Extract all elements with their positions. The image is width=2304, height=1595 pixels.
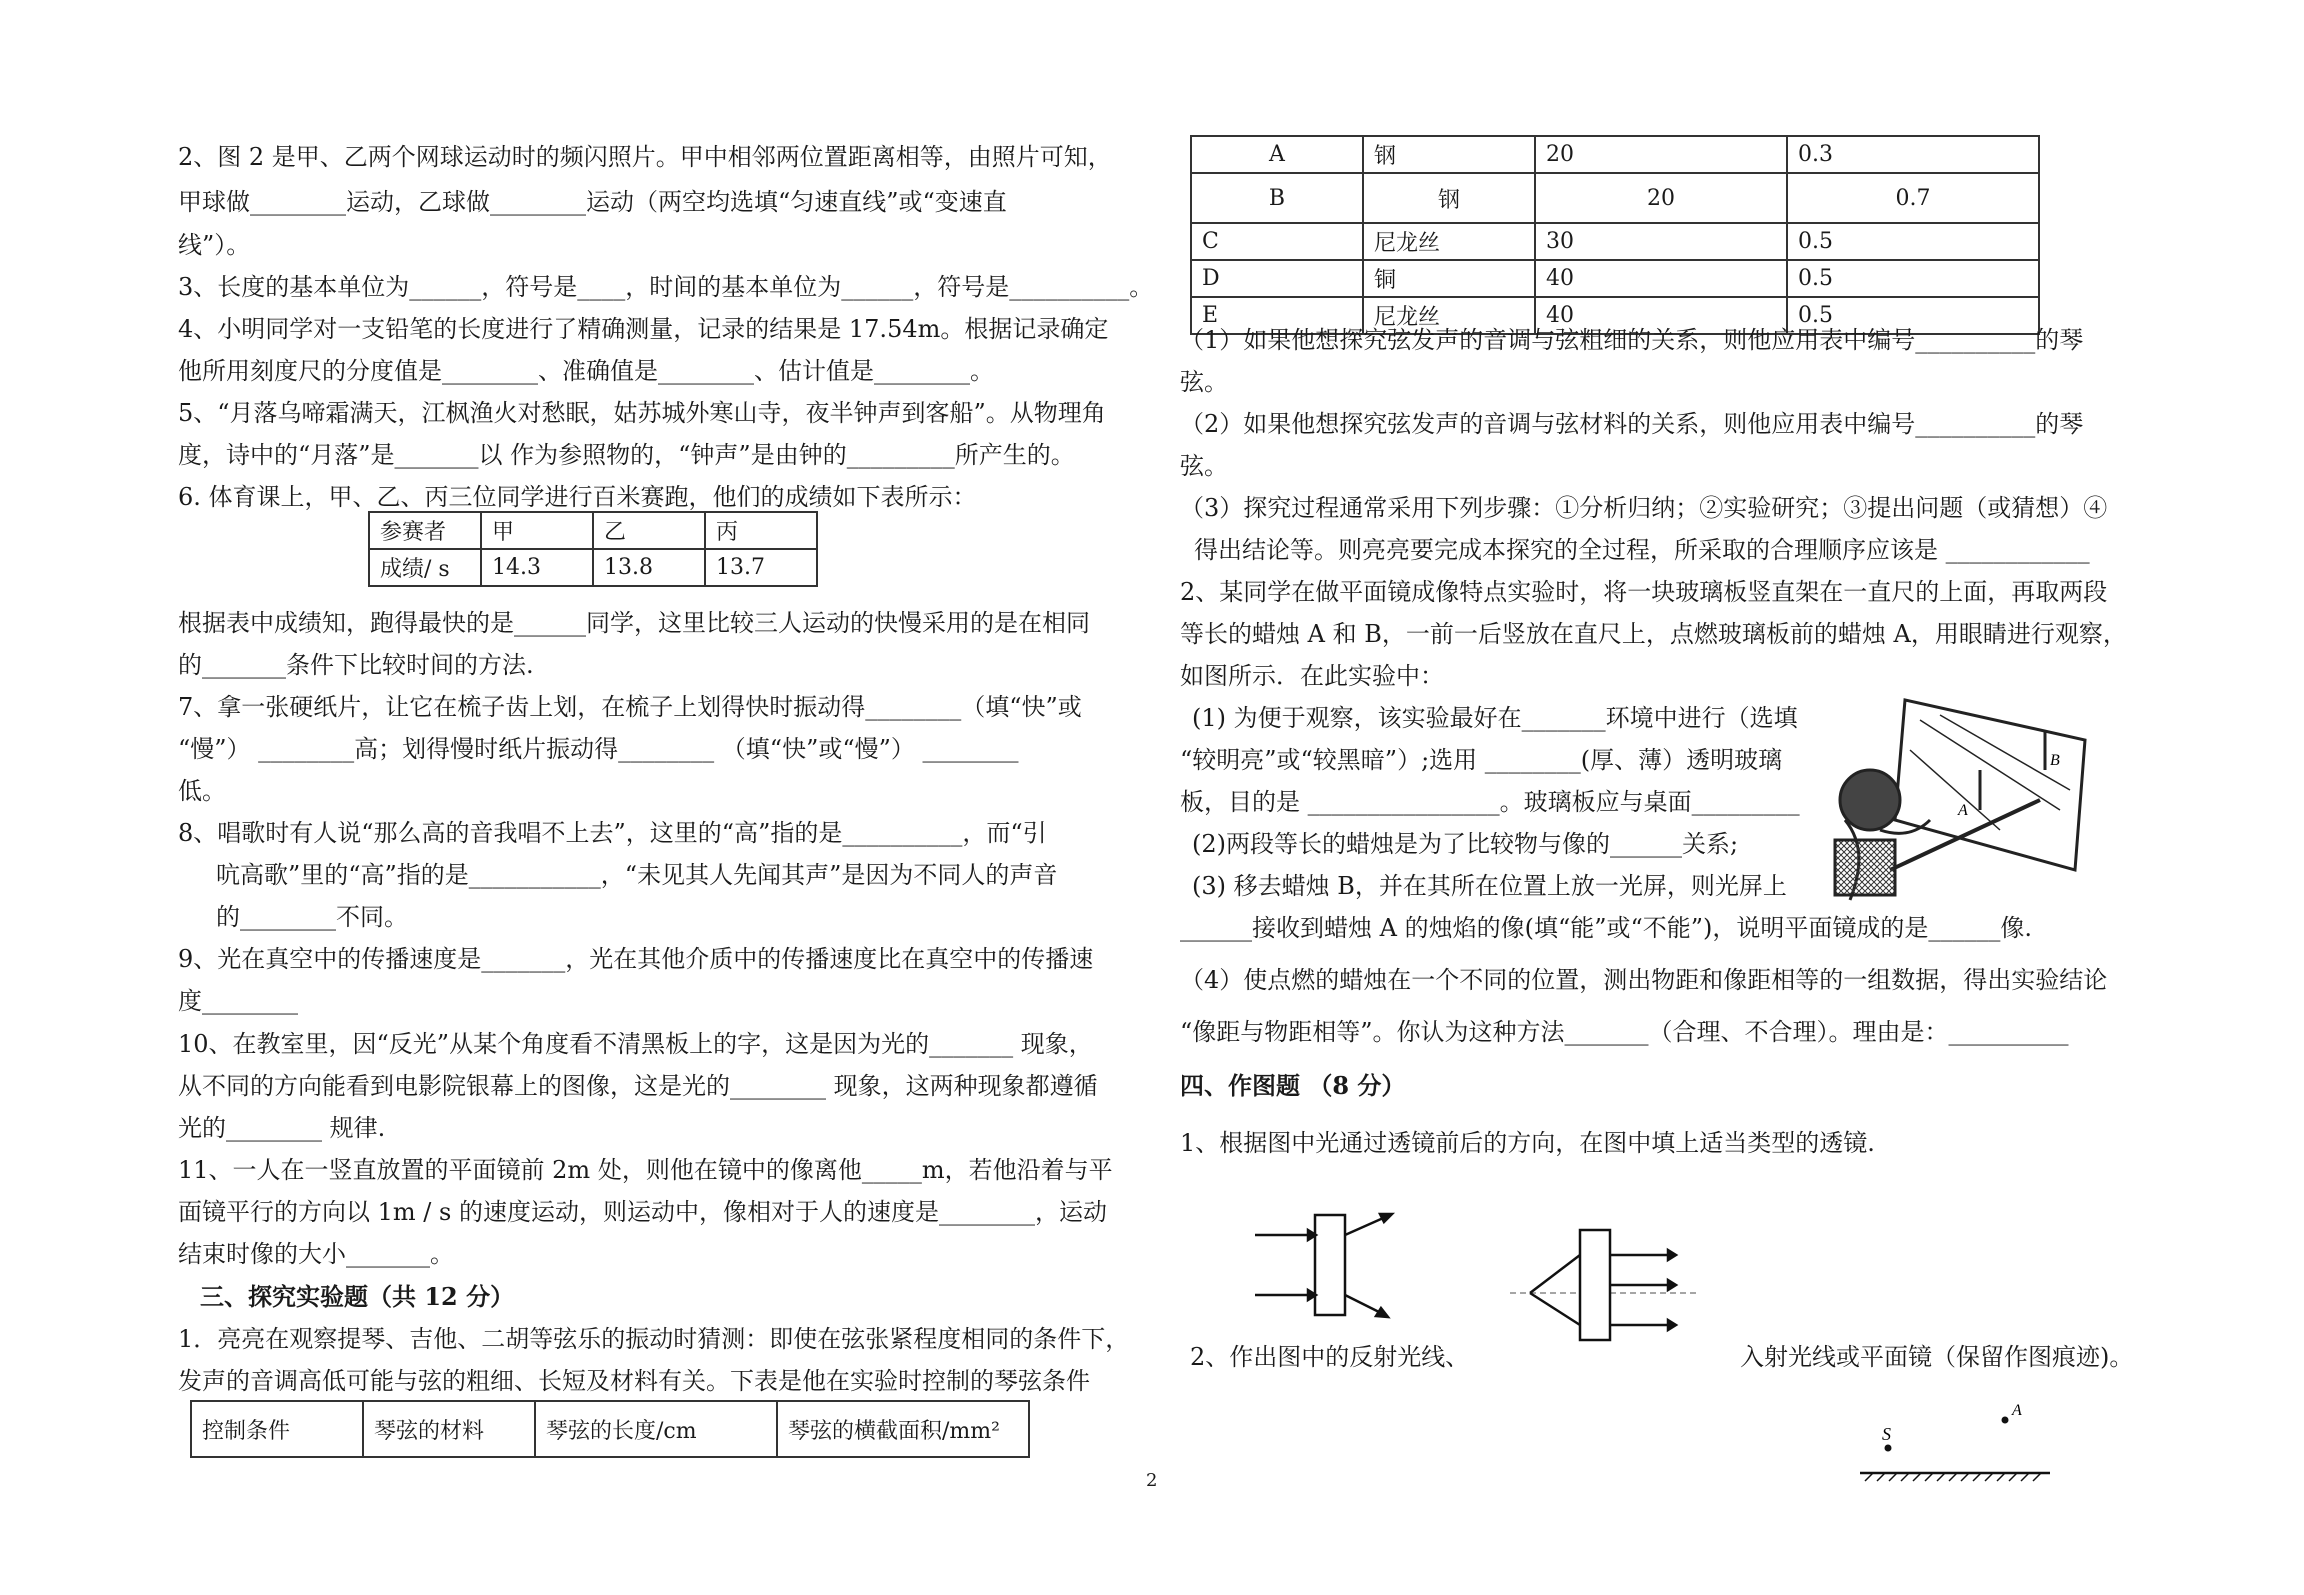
- q7-line3: 低。: [178, 777, 226, 805]
- section-three-heading: 三、探究实验题（共 12 分）: [200, 1282, 515, 1311]
- string-row: [1191, 173, 2039, 223]
- string-cell: D: [1191, 260, 1363, 297]
- draw2-line-end: 入射光线或平面镜（保留作图痕迹)。: [1740, 1343, 2134, 1371]
- point-a: [2002, 1417, 2009, 1424]
- string-cell: 铜: [1363, 260, 1535, 297]
- exp1-line2: 发声的音调高低可能与弦的粗细、长短及材料有关。下表是他在实验时控制的琴弦条件: [178, 1367, 1090, 1395]
- string-cell: 钢: [1363, 173, 1535, 223]
- score-table-header-row: [369, 512, 817, 549]
- candle-b-label: B: [2050, 752, 2060, 769]
- lens-box-1: [1315, 1215, 1345, 1315]
- score-header-cell: 参赛者: [369, 512, 481, 549]
- string-cell: 40: [1535, 297, 1787, 334]
- exp2-q4-line1: （4）使点燃的蜡烛在一个不同的位置，测出物距和像距相等的一组数据，得出实验结论: [1180, 966, 2108, 994]
- string-header-cell: 琴弦的横截面积/mm²: [777, 1401, 1029, 1457]
- score-cell: 成绩/ s: [369, 549, 481, 586]
- score-table: [368, 511, 818, 587]
- string-cell: A: [1191, 136, 1363, 173]
- exp2-q3-line2: ______接收到蜡烛 A 的烛焰的像(填“能”或“不能”)，说明平面镜成的是______像.: [1180, 914, 2033, 942]
- q6-line1: 6. 体育课上，甲、乙、丙三位同学进行百米赛跑，他们的成绩如下表所示：: [178, 483, 977, 511]
- score-cell: 13.8: [593, 549, 705, 586]
- exp2-q1-line2: “较明亮”或“较黑暗”）;选用 ________(厚、薄）透明玻璃: [1180, 746, 1783, 774]
- string-cell: 30: [1535, 223, 1787, 260]
- q7-line2: “慢”） ________高；划得慢时纸片振动得________ （填“快”或“慢”） ________: [178, 735, 1019, 763]
- exp1-q2-line1: （2）如果他想探究弦发声的音调与弦材料的关系，则他应用表中编号__________的琴: [1180, 410, 2084, 438]
- string-cell: 0.5: [1787, 223, 2039, 260]
- string-cell: 0.5: [1787, 260, 2039, 297]
- string-table-body: [1190, 135, 2040, 335]
- lens-box-2: [1580, 1230, 1610, 1340]
- q8-line3: 的________不同。: [216, 903, 408, 931]
- glass-plate: [1895, 700, 2085, 870]
- draw2-line-start: 2、作出图中的反射光线、: [1190, 1343, 1470, 1371]
- string-row: [1191, 136, 2039, 173]
- draw1-line: 1、根据图中光通过透镜前后的方向，在图中填上适当类型的透镜.: [1180, 1129, 1875, 1157]
- string-table-header: [190, 1400, 1030, 1458]
- score-header-cell: 甲: [481, 512, 593, 549]
- q4-line2: 他所用刻度尺的分度值是________、准确值是________、估计值是________。: [178, 357, 994, 385]
- string-row: [1191, 260, 2039, 297]
- string-cell: 钢: [1363, 136, 1535, 173]
- string-cell: 20: [1535, 136, 1787, 173]
- string-row: [1191, 223, 2039, 260]
- q9-line1: 9、光在真空中的传播速度是_______，光在其他介质中的传播速度比在真空中的传播速: [178, 945, 1094, 973]
- string-header-cell: 控制条件: [191, 1401, 363, 1457]
- score-cell: 14.3: [481, 549, 593, 586]
- q9-line2: 度________: [178, 987, 298, 1015]
- mirror-point-figure: [1840, 1395, 2070, 1495]
- q8-line1: 8、唱歌时有人说“那么高的音我唱不上去”，这里的“高”指的是__________，而“引: [178, 819, 1047, 847]
- score-header-cell: 乙: [593, 512, 705, 549]
- q10-line2: 从不同的方向能看到电影院银幕上的图像，这是光的________ 现象，这两种现象都遵循: [178, 1072, 1098, 1100]
- candle-a-label: A: [1958, 802, 1968, 819]
- q7-line1: 7、拿一张硬纸片，让它在梳子齿上划，在梳子上划得快时振动得________（填“快”或: [178, 693, 1082, 721]
- exp2-line3: 如图所示．在此实验中：: [1180, 662, 1444, 690]
- exp1-q1-line1: （1）如果他想探究弦发声的音调与弦粗细的关系，则他应用表中编号__________的琴: [1180, 326, 2084, 354]
- string-cell: 0.3: [1787, 136, 2039, 173]
- exp2-line2: 等长的蜡烛 A 和 B，一前一后竖放在直尺上，点燃玻璃板前的蜡烛 A，用眼睛进行观察，: [1180, 620, 2127, 648]
- string-header-cell: 琴弦的材料: [363, 1401, 535, 1457]
- lens-box-1-figure: [1250, 1210, 1400, 1330]
- score-table-data-row: [369, 549, 817, 586]
- q11-line2: 面镜平行的方向以 1m / s 的速度运动，则运动中，像相对于人的速度是________，运动: [178, 1198, 1107, 1226]
- q6-line3: 的_______条件下比较时间的方法.: [178, 651, 534, 679]
- string-cell: 尼龙丝: [1363, 223, 1535, 260]
- q6-line2: 根据表中成绩知，跑得最快的是______同学，这里比较三人运动的快慢采用的是在相同: [178, 609, 1090, 637]
- lens-box-2-figure: [1510, 1225, 1700, 1345]
- string-cell: E: [1191, 297, 1363, 334]
- exp2-q3-line1: (3) 移去蜡烛 B，并在其所在位置上放一光屏，则光屏上: [1192, 872, 1787, 900]
- exp1-line1: 1．亮亮在观察提琴、吉他、二胡等弦乐的振动时猜测：即使在弦张紧程度相同的条件下，: [178, 1325, 1130, 1353]
- exp2-q2-line: (2)两段等长的蜡烛是为了比较物与像的______关系;: [1192, 830, 1739, 858]
- point-a-label: A: [2012, 1402, 2022, 1419]
- score-cell: 13.7: [705, 549, 817, 586]
- left-column: [178, 0, 1158, 1595]
- q10-line3: 光的________ 规律.: [178, 1114, 386, 1142]
- exp2-q4-line2: “像距与物距相等”。你认为这种方法_______（合理、不合理）。理由是：__________: [1180, 1018, 2069, 1046]
- q5-line2: 度，诗中的“月落”是_______以 作为参照物的，“钟声”是由钟的_________所产生的。: [178, 441, 1075, 469]
- string-cell: 0.5: [1787, 297, 2039, 334]
- exp1-q1-line2: 弦。: [1180, 368, 1228, 396]
- q5-line1: 5、“月落乌啼霜满天，江枫渔火对愁眠，姑苏城外寒山寺，夜半钟声到客船”。从物理角: [178, 399, 1106, 427]
- exp1-q3-line1: （3）探究过程通常采用下列步骤：①分析归纳；②实验研究；③提出问题（或猜想）④: [1180, 494, 2108, 522]
- q2-line2: 甲球做________运动，乙球做________运动（两空均选填“匀速直线”或“变速直: [178, 188, 1007, 216]
- page-number: 2: [1146, 1470, 1158, 1491]
- q11-line3: 结束时像的大小_______。: [178, 1240, 454, 1268]
- string-cell: 40: [1535, 260, 1787, 297]
- string-cell: C: [1191, 223, 1363, 260]
- exp1-q2-line2: 弦。: [1180, 452, 1228, 480]
- section-four-heading: 四、作图题 （8 分）: [1180, 1071, 1406, 1100]
- q8-line2: 吭高歌”里的“高”指的是___________，“未见其人先闻其声”是因为不同人的声音: [216, 861, 1058, 889]
- exp1-q3-line2: 得出结论等。则亮亮要完成本探究的全过程，所采取的合理顺序应该是 ____________: [1194, 536, 2090, 564]
- q2-line1: 2、图 2 是甲、乙两个网球运动时的频闪照片。甲中相邻两位置距离相等，由照片可知，: [178, 143, 1112, 171]
- string-cell: 0.7: [1787, 173, 2039, 223]
- string-cell: B: [1191, 173, 1363, 223]
- q3-line1: 3、长度的基本单位为______，符号是____，时间的基本单位为______，符号是__________。: [178, 273, 1154, 301]
- q4-line1: 4、小明同学对一支铅笔的长度进行了精确测量，记录的结果是 17.54m。根据记录确定: [178, 315, 1109, 343]
- q11-line1: 11、一人在一竖直放置的平面镜前 2m 处，则他在镜中的像离他_____m，若他沿着与平: [178, 1156, 1113, 1184]
- exp2-q1-line3: 板，目的是 ________________。玻璃板应与桌面_________: [1180, 788, 1800, 816]
- string-table-header-row: [191, 1401, 1029, 1457]
- point-s: [1885, 1445, 1892, 1452]
- string-cell: 尼龙丝: [1363, 297, 1535, 334]
- exp2-line1: 2、某同学在做平面镜成像特点实验时，将一块玻璃板竖直架在一直尺的上面，再取两段: [1180, 578, 2108, 606]
- point-s-label: S: [1882, 1424, 1891, 1444]
- string-cell: 20: [1535, 173, 1787, 223]
- q10-line1: 10、在教室里，因“反光”从某个角度看不清黑板上的字，这是因为光的_______ 现象，: [178, 1030, 1093, 1058]
- string-header-cell: 琴弦的长度/cm: [535, 1401, 777, 1457]
- mirror-experiment-figure: [1850, 690, 2100, 900]
- exp2-q1-line1: (1) 为便于观察，该实验最好在_______环境中进行（选填: [1192, 704, 1798, 732]
- q2-line3: 线”）。: [178, 231, 251, 259]
- score-header-cell: 丙: [705, 512, 817, 549]
